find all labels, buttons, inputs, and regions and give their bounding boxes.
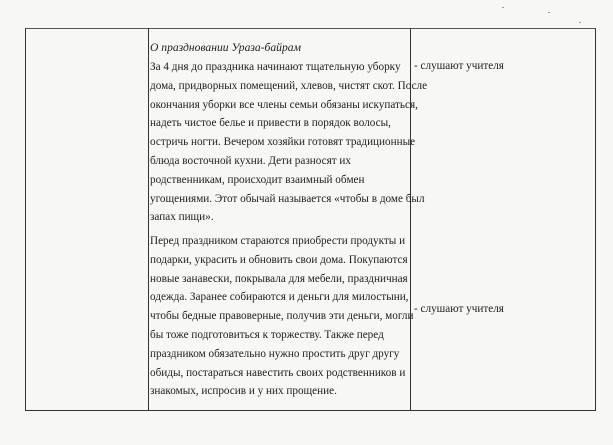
column-divider-left xyxy=(148,28,149,411)
paragraph-line: праздником обязательно нужно простить друг другу xyxy=(150,347,400,360)
paragraph-line: знакомых, испросив и у них прощение. xyxy=(150,385,337,398)
paragraph-line: За 4 дня до праздника начинают тщательную уборку xyxy=(150,61,401,73)
paragraph-line: подарки, украсить и обновить свои дома. Покупаются xyxy=(150,253,408,266)
paragraph-cleaning xyxy=(150,58,428,227)
paragraph-line: остричь ногти. Вечером хозяйки готовят традиционные xyxy=(150,136,416,149)
paragraph-line: угощениями. Этот обычай называется «чтобы в доме был xyxy=(150,192,425,205)
paragraph-line: чтобы бедные правоверные, получив эти деньги, могли xyxy=(150,310,414,323)
student-activity-note: - слушают учителя xyxy=(414,303,504,315)
paragraph-line: родственникам, происходит взаимный обмен xyxy=(150,173,365,186)
paragraph-line: обиды, постараться навестить своих родственников и xyxy=(150,366,406,379)
paragraph-line: новые занавески, покрывала для мебели, праздничная xyxy=(150,272,408,285)
student-activity-note: - слушают учителя xyxy=(414,60,504,72)
scan-speck xyxy=(548,12,550,13)
paragraph-line: бы тоже подготовиться к торжеству. Также перед xyxy=(150,328,384,341)
paragraph-line: Перед праздником стараются приобрести продукты и xyxy=(150,235,406,247)
scan-speck xyxy=(579,22,581,23)
paragraph-preparation xyxy=(150,232,412,401)
paragraph-line: дома, придворных помещений, хлевов, чистят скот. После xyxy=(150,79,428,92)
section-title: О праздновании Ураза-байрам xyxy=(150,41,301,54)
paragraph-line: одежда. Заранее собираются и деньги для милостыни, xyxy=(150,291,409,304)
paragraph-line: блюда восточной кухни. Дети разносят их xyxy=(150,154,351,167)
paragraph-line: надеть чистое белье и привести в порядок волосы, xyxy=(150,117,391,130)
paragraph-line: запах пищи». xyxy=(150,211,214,224)
paragraph-line: окончания уборки все члены семьи обязаны искупаться, xyxy=(150,98,418,111)
scan-speck xyxy=(502,7,504,8)
